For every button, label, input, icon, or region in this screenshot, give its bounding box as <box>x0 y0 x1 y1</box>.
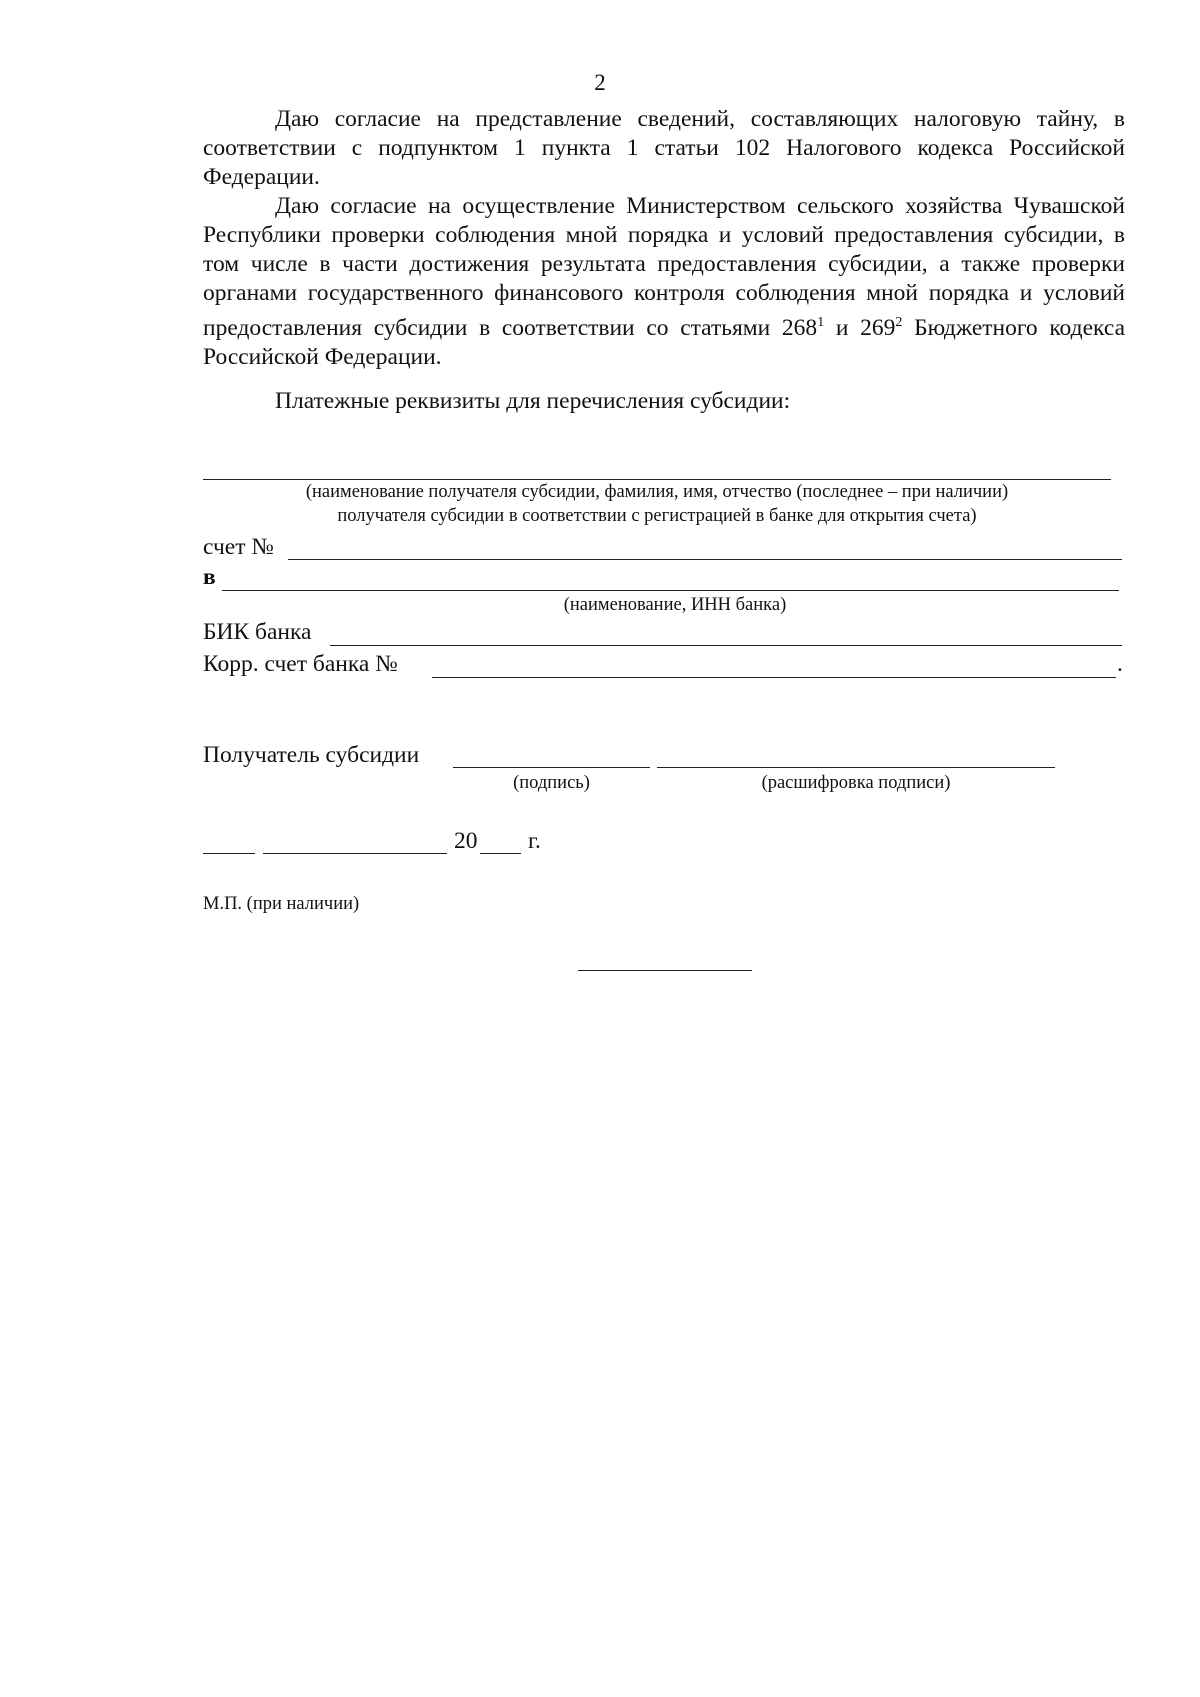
consent-inspection-tail: Бюджетного кодекса Российской Федерации. <box>203 315 1125 370</box>
bik-line[interactable] <box>330 645 1122 646</box>
bank-name-line[interactable] <box>222 590 1119 591</box>
consent-inspection-and: и 269 <box>824 315 896 341</box>
recipient-name-line[interactable] <box>203 479 1111 480</box>
recipient-signature-label: Получатель субсидии <box>203 742 420 768</box>
signature-line[interactable] <box>453 767 650 768</box>
consent-inspection-text: Даю согласие на осуществление Министерством сельского хозяйства Чувашской Республики проверки соблюдения мной порядка и условий предоставления субсидии, в том числе в части достижения результата предоставления субсидии, а также проверки органами государственного финансового контроля соблюдения мной порядка и условий предоставления субсидии в соответствии со статьями 268 <box>203 193 1125 341</box>
recipient-caption-line-2: получателя субсидии в соответствии с регистрацией в банке для открытия счета) <box>337 506 977 526</box>
payment-details-heading: Платежные реквизиты для перечисления субсидии: <box>275 388 791 414</box>
date-year-line[interactable] <box>480 853 521 854</box>
bik-label: БИК банка <box>203 619 312 645</box>
superscript-2: 2 <box>895 315 903 330</box>
account-number-line[interactable] <box>288 559 1122 560</box>
consent-tax-secret-paragraph: Даю согласие на представление сведений, составляющих налоговую тайну, в соответствии с подпунктом 1 пункта 1 статьи 102 Налогового кодекса Российской Федерации. <box>203 106 1125 190</box>
corr-account-period: . <box>1117 651 1123 677</box>
recipient-caption-line-1: (наименование получателя субсидии, фамилия, имя, отчество (последнее – при наличии) <box>305 482 1009 502</box>
bank-in-label: в <box>203 564 216 590</box>
corr-account-label: Корр. счет банка № <box>203 651 398 677</box>
signature-decode-caption: (расшифровка подписи) <box>761 773 951 793</box>
signature-caption: (подпись) <box>513 773 590 793</box>
corr-account-line[interactable] <box>432 677 1116 678</box>
stamp-note: М.П. (при наличии) <box>203 894 360 914</box>
superscript-1: 1 <box>817 315 825 330</box>
account-label: счет № <box>203 534 274 560</box>
bank-caption: (наименование, ИНН банка) <box>563 595 787 615</box>
date-month-line[interactable] <box>263 853 447 854</box>
page-number: 2 <box>594 70 606 95</box>
date-year-prefix: 20 <box>454 828 478 854</box>
date-year-suffix: г. <box>528 828 541 854</box>
signature-decode-line[interactable] <box>657 767 1055 768</box>
consent-inspection-paragraph <box>203 192 1125 372</box>
date-day-line[interactable] <box>203 853 255 854</box>
end-separator-line <box>578 970 752 971</box>
